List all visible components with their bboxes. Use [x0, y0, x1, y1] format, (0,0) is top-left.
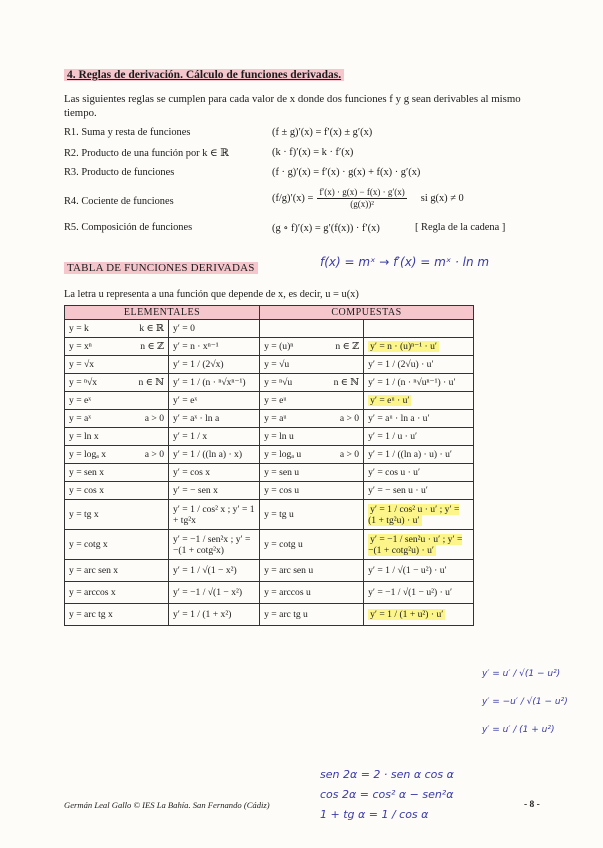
compuesta-derivative-cell — [364, 338, 474, 356]
elemental-derivative-cell — [169, 446, 260, 464]
rule-4-fraction — [317, 187, 406, 210]
compuesta-function: y = cotg u — [264, 539, 303, 550]
section-title: 4. Reglas de derivación. Cálculo de funciones derivadas. — [64, 69, 344, 81]
elemental-function: y = arccos x — [69, 587, 116, 598]
elemental-function-cell — [65, 410, 169, 428]
elemental-function-cell — [65, 338, 169, 356]
compuesta-function-cell — [260, 356, 364, 374]
elemental-function-cell — [65, 392, 169, 410]
compuesta-function-cell — [260, 582, 364, 604]
table-row — [65, 560, 474, 582]
compuesta-function: y = ⁿ√u — [264, 377, 293, 388]
compuesta-function-cell — [260, 338, 364, 356]
compuesta-function: y = cos u — [264, 485, 300, 496]
rule-4-left: (f/g)′(x) = — [272, 193, 314, 204]
compuesta-function-cell — [260, 500, 364, 530]
compuesta-function: y = √u — [264, 359, 290, 370]
rule-5-note: [ Regla de la cadena ] — [415, 222, 506, 233]
compuesta-function-cell — [260, 428, 364, 446]
compuesta-derivative: y′ = − sen u · u′ — [368, 485, 428, 496]
compuesta-derivative-cell — [364, 464, 474, 482]
compuesta-function-cell — [260, 604, 364, 626]
table-row — [65, 464, 474, 482]
compuesta-derivative-cell — [364, 530, 474, 560]
compuesta-derivative-cell — [364, 374, 474, 392]
elemental-condition: n ∈ ℕ — [138, 377, 164, 388]
rule-4-name: R4. Cociente de funciones — [64, 196, 174, 207]
handwritten-side-2: y′ = −u′ / √(1 − u²) — [482, 697, 568, 707]
compuesta-function: y = logₐ u — [264, 449, 302, 460]
compuesta-derivative: y′ = 1 / (2√u) · u′ — [368, 359, 434, 370]
elemental-derivative-cell — [169, 604, 260, 626]
elemental-derivative: y′ = 1 / (2√x) — [173, 359, 224, 370]
compuesta-function-cell — [260, 482, 364, 500]
elemental-derivative-cell — [169, 464, 260, 482]
handwritten-side-3: y′ = u′ / (1 + u²) — [482, 725, 555, 735]
elemental-function: y = arc tg x — [69, 609, 113, 620]
elemental-derivative-cell — [169, 500, 260, 530]
compuesta-derivative: y′ = 1 / (1 + u²) · u′ — [370, 609, 444, 620]
rule-1-name: R1. Suma y resta de funciones — [64, 127, 191, 138]
elemental-function: y = tg x — [69, 509, 99, 520]
elemental-function: y = k — [69, 323, 89, 334]
table-row — [65, 410, 474, 428]
elemental-derivative: y′ = 0 — [173, 323, 195, 334]
compuesta-function: y = (u)ⁿ — [264, 341, 294, 352]
elemental-function: y = arc sen x — [69, 565, 119, 576]
footer-credit: Germán Leal Gallo © IES La Bahía. San Fernando (Cádiz) — [64, 800, 270, 810]
compuesta-derivative-cell — [364, 500, 474, 530]
compuesta-derivative: y′ = −1 / √(1 − u²) · u′ — [368, 587, 453, 598]
page-number: - 8 - — [524, 800, 540, 810]
elemental-derivative-cell — [169, 374, 260, 392]
header-compuestas: COMPUESTAS — [260, 306, 474, 320]
elemental-derivative-cell — [169, 482, 260, 500]
table-row — [65, 582, 474, 604]
elemental-function-cell — [65, 428, 169, 446]
header-elementales: ELEMENTALES — [65, 306, 260, 320]
elemental-derivative: y′ = 1 / (1 + x²) — [173, 609, 232, 620]
table-row — [65, 392, 474, 410]
compuesta-derivative: y′ = aᵘ · ln a · u′ — [368, 413, 430, 424]
rule-3-formula: (f · g)′(x) = f′(x) · g(x) + f(x) · g′(x) — [272, 167, 421, 178]
elemental-derivative-cell — [169, 530, 260, 560]
compuesta-condition: a > 0 — [339, 449, 360, 460]
compuesta-derivative: y′ = cos u · u′ — [368, 467, 421, 478]
elemental-function: y = logₐ x — [69, 449, 107, 460]
compuesta-derivative-cell — [364, 428, 474, 446]
compuesta-derivative: y′ = 1 / u · u′ — [368, 431, 418, 442]
compuesta-function: y = arccos u — [264, 587, 311, 598]
compuesta-derivative: y′ = −1 / sen²u · u′ ; y′ = −(1 + cotg²u) · u′ — [368, 533, 463, 556]
elemental-derivative: y′ = −1 / √(1 − x²) — [173, 587, 243, 598]
compuesta-derivative: y′ = 1 / (n · ⁿ√uⁿ⁻¹) · u′ — [368, 377, 456, 388]
elemental-derivative-cell — [169, 392, 260, 410]
compuesta-derivative-cell — [364, 410, 474, 428]
rule-1-formula: (f ± g)′(x) = f′(x) ± g′(x) — [272, 127, 373, 138]
handwritten-bottom-notes — [320, 765, 454, 825]
elemental-function-cell — [65, 582, 169, 604]
table-row — [65, 446, 474, 464]
elemental-function-cell — [65, 374, 169, 392]
compuesta-derivative-cell — [364, 604, 474, 626]
compuesta-derivative-cell — [364, 560, 474, 582]
compuesta-function: y = arc sen u — [264, 565, 314, 576]
elemental-derivative-cell — [169, 560, 260, 582]
table-row — [65, 356, 474, 374]
elemental-condition: a > 0 — [144, 413, 164, 424]
elemental-function-cell — [65, 320, 169, 338]
compuesta-function: y = aᵘ — [264, 413, 287, 424]
elemental-condition: a > 0 — [144, 449, 164, 460]
elemental-function-cell — [65, 464, 169, 482]
handwritten-bottom-1: sen 2α = 2 · sen α cos α — [320, 768, 454, 781]
compuesta-derivative-cell — [364, 320, 474, 338]
letter-note: La letra u representa a una función que depende de x, es decir, u = u(x) — [64, 289, 359, 300]
compuesta-function-cell — [260, 410, 364, 428]
rule-4-condition: si g(x) ≠ 0 — [420, 193, 464, 204]
elemental-derivative-cell — [169, 320, 260, 338]
table-row — [65, 530, 474, 560]
elemental-function-cell — [65, 604, 169, 626]
compuesta-function-cell — [260, 560, 364, 582]
elemental-function: y = xⁿ — [69, 341, 92, 352]
elemental-function-cell — [65, 356, 169, 374]
compuesta-condition: a > 0 — [339, 413, 360, 424]
elemental-condition: k ∈ ℝ — [139, 323, 164, 334]
elemental-derivative: y′ = −1 / sen²x ; y′ = −(1 + cotg²x) — [173, 533, 251, 556]
compuesta-derivative: y′ = 1 / cos² u · u′ ; y′ = (1 + tg²u) · u′ — [368, 503, 460, 526]
rule-4-numerator: f′(x) · g(x) − f(x) · g′(x) — [319, 187, 405, 197]
elemental-derivative-cell — [169, 338, 260, 356]
elemental-function: y = ln x — [69, 431, 99, 442]
handwritten-bottom-2: cos 2α = cos² α − sen²α — [320, 788, 454, 801]
elemental-derivative: y′ = − sen x — [173, 485, 218, 496]
elemental-derivative: y′ = 1 / ((ln a) · x) — [173, 449, 243, 460]
rule-2-name: R2. Producto de una función por k ∈ ℝ — [64, 148, 229, 159]
rule-4-denominator: (g(x))² — [350, 199, 374, 209]
elemental-derivative: y′ = cos x — [173, 467, 211, 478]
compuesta-function: y = tg u — [264, 509, 294, 520]
elemental-function-cell — [65, 446, 169, 464]
rule-5-formula: (g ∘ f)′(x) = g′(f(x)) · f′(x) — [272, 223, 380, 234]
elemental-derivative: y′ = 1 / √(1 − x²) — [173, 565, 237, 576]
table-row — [65, 482, 474, 500]
elemental-function-cell — [65, 500, 169, 530]
compuesta-function-cell — [260, 392, 364, 410]
compuesta-derivative-cell — [364, 446, 474, 464]
handwritten-bottom-3: 1 + tg α = 1 / cos α — [320, 808, 429, 821]
table-title: TABLA DE FUNCIONES DERIVADAS — [64, 262, 258, 274]
compuesta-function: y = sen u — [264, 467, 300, 478]
elemental-function: y = cotg x — [69, 539, 108, 550]
elemental-function-cell — [65, 530, 169, 560]
elemental-function-cell — [65, 482, 169, 500]
table-body — [65, 320, 474, 626]
rule-5-name: R5. Composición de funciones — [64, 222, 193, 233]
rule-2-formula: (k · f)′(x) = k · f′(x) — [272, 147, 354, 158]
compuesta-function: y = ln u — [264, 431, 294, 442]
elemental-function: y = sen x — [69, 467, 104, 478]
compuesta-function-cell — [260, 446, 364, 464]
elemental-derivative: y′ = eˣ — [173, 395, 198, 406]
elemental-derivative-cell — [169, 356, 260, 374]
compuesta-derivative: y′ = eᵘ · u′ — [370, 395, 410, 406]
compuesta-derivative-cell — [364, 392, 474, 410]
elemental-derivative-cell — [169, 582, 260, 604]
handwritten-side-1: y′ = u′ / √(1 − u²) — [482, 669, 561, 679]
elemental-derivative-cell — [169, 428, 260, 446]
table-row — [65, 500, 474, 530]
compuesta-function: y = eᵘ — [264, 395, 287, 406]
compuesta-derivative: y′ = 1 / ((ln a) · u) · u′ — [368, 449, 453, 460]
compuesta-function-cell — [260, 530, 364, 560]
compuesta-derivative: y′ = 1 / √(1 − u²) · u′ — [368, 565, 447, 576]
rule-3-name: R3. Producto de funciones — [64, 167, 175, 178]
table-row — [65, 320, 474, 338]
elemental-function: y = √x — [69, 359, 95, 370]
elemental-derivative: y′ = n · xⁿ⁻¹ — [173, 341, 219, 352]
elemental-condition: n ∈ ℤ — [140, 341, 164, 352]
table-row — [65, 338, 474, 356]
compuesta-derivative-cell — [364, 482, 474, 500]
compuesta-condition: n ∈ ℤ — [335, 341, 360, 352]
elemental-derivative: y′ = 1 / cos² x ; y′ = 1 + tg²x — [173, 503, 255, 526]
rule-4-formula — [272, 187, 464, 210]
table-row — [65, 428, 474, 446]
elemental-function: y = aˣ — [69, 413, 92, 424]
elemental-function-cell — [65, 560, 169, 582]
elemental-function: y = eˣ — [69, 395, 92, 406]
compuesta-condition: n ∈ ℕ — [333, 377, 360, 388]
intro-text: Las siguientes reglas se cumplen para cada valor de x donde dos funciones f y g sean derivables al mismo tiempo. — [64, 93, 521, 119]
compuesta-function: y = arc tg u — [264, 609, 308, 620]
elemental-derivative: y′ = 1 / x — [173, 431, 208, 442]
handwritten-note-top: f(x) = mˣ → f′(x) = mˣ · ln m — [320, 255, 490, 269]
elemental-function: y = ⁿ√x — [69, 377, 98, 388]
compuesta-derivative-cell — [364, 356, 474, 374]
derivatives-table — [64, 305, 474, 626]
handwritten-side-notes — [482, 660, 568, 744]
elemental-function: y = cos x — [69, 485, 104, 496]
compuesta-function-cell — [260, 374, 364, 392]
table-row — [65, 374, 474, 392]
compuesta-function-cell — [260, 320, 364, 338]
table-row — [65, 604, 474, 626]
compuesta-derivative: y′ = n · (u)ⁿ⁻¹ · u′ — [370, 341, 438, 352]
compuesta-function-cell — [260, 464, 364, 482]
compuesta-derivative-cell — [364, 582, 474, 604]
elemental-derivative: y′ = aˣ · ln a — [173, 413, 220, 424]
elemental-derivative-cell — [169, 410, 260, 428]
elemental-derivative: y′ = 1 / (n · ⁿ√xⁿ⁻¹) — [173, 377, 246, 388]
